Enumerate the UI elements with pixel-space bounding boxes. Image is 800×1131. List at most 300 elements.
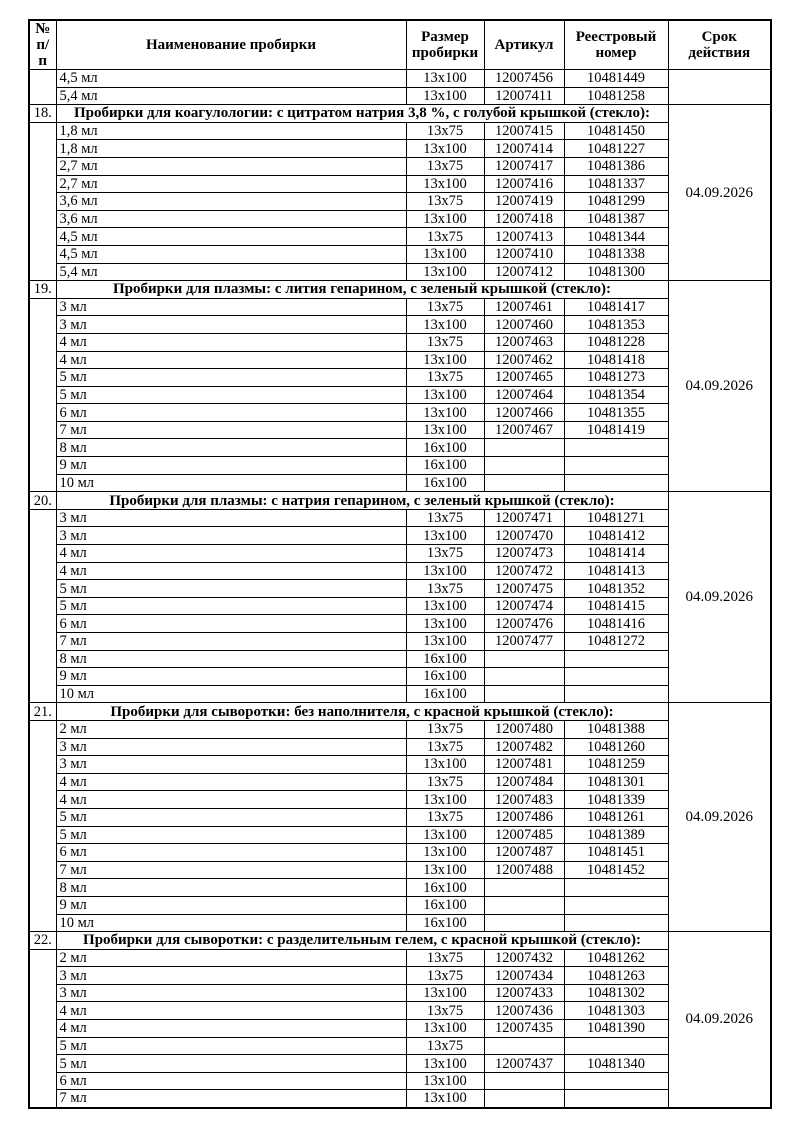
article-cell: 12007415 <box>484 122 564 140</box>
section-header-row <box>29 281 771 299</box>
size-cell: 13x75 <box>406 773 484 791</box>
article-cell: 12007477 <box>484 633 564 651</box>
volume-cell: 9 мл <box>56 896 406 914</box>
size-cell: 13x75 <box>406 580 484 598</box>
registry-cell: 10481303 <box>564 1002 668 1020</box>
registry-cell <box>564 914 668 932</box>
article-cell <box>484 685 564 703</box>
size-cell: 13x75 <box>406 157 484 175</box>
size-cell: 13x100 <box>406 175 484 193</box>
volume-cell: 3 мл <box>56 756 406 774</box>
registry-cell <box>564 650 668 668</box>
volume-cell: 2,7 мл <box>56 175 406 193</box>
data-row <box>29 474 771 492</box>
article-cell: 12007417 <box>484 157 564 175</box>
size-cell: 16x100 <box>406 439 484 457</box>
volume-cell: 3 мл <box>56 316 406 334</box>
size-cell: 13x75 <box>406 720 484 738</box>
size-cell: 16x100 <box>406 685 484 703</box>
registry-cell: 10481449 <box>564 70 668 88</box>
article-cell: 12007462 <box>484 351 564 369</box>
article-cell <box>484 1037 564 1055</box>
volume-cell: 5 мл <box>56 808 406 826</box>
registry-cell: 10481301 <box>564 773 668 791</box>
size-cell: 13x100 <box>406 87 484 105</box>
size-cell: 13x75 <box>406 738 484 756</box>
volume-cell: 4 мл <box>56 351 406 369</box>
registry-cell: 10481355 <box>564 404 668 422</box>
volume-cell: 7 мл <box>56 861 406 879</box>
volume-cell: 10 мл <box>56 685 406 703</box>
article-cell: 12007464 <box>484 386 564 404</box>
size-cell: 13x75 <box>406 122 484 140</box>
registry-cell: 10481415 <box>564 597 668 615</box>
data-row <box>29 457 771 475</box>
volume-cell: 4,5 мл <box>56 245 406 263</box>
row-group-number-cell <box>29 122 56 280</box>
size-cell: 16x100 <box>406 668 484 686</box>
data-row <box>29 650 771 668</box>
size-cell: 13x75 <box>406 333 484 351</box>
size-cell: 13x100 <box>406 316 484 334</box>
validity-date-cell: 04.09.2026 <box>668 281 771 492</box>
header-row <box>29 20 771 70</box>
data-row <box>29 228 771 246</box>
registry-cell: 10481390 <box>564 1020 668 1038</box>
volume-cell: 4,5 мл <box>56 228 406 246</box>
volume-cell: 4 мл <box>56 562 406 580</box>
size-cell: 13x100 <box>406 756 484 774</box>
size-cell: 13x100 <box>406 861 484 879</box>
volume-cell: 8 мл <box>56 879 406 897</box>
size-cell: 13x100 <box>406 844 484 862</box>
data-row <box>29 562 771 580</box>
section-title-cell: Пробирки для коагулологии: с цитратом натрия 3,8 %, с голубой крышкой (стекло): <box>56 105 668 123</box>
section-number-cell: 21. <box>29 703 56 721</box>
section-header-row <box>29 932 771 950</box>
data-row <box>29 1090 771 1108</box>
volume-cell: 3 мл <box>56 984 406 1002</box>
volume-cell: 4 мл <box>56 791 406 809</box>
registry-cell: 10481261 <box>564 808 668 826</box>
data-row <box>29 527 771 545</box>
registry-cell: 10481227 <box>564 140 668 158</box>
document-body <box>28 19 770 1109</box>
volume-cell: 1,8 мл <box>56 140 406 158</box>
article-cell: 12007435 <box>484 1020 564 1038</box>
size-cell: 13x100 <box>406 386 484 404</box>
size-cell: 13x100 <box>406 140 484 158</box>
registry-cell: 10481272 <box>564 633 668 651</box>
volume-cell: 3 мл <box>56 298 406 316</box>
registry-cell: 10481354 <box>564 386 668 404</box>
data-row <box>29 1037 771 1055</box>
article-cell: 12007480 <box>484 720 564 738</box>
data-row <box>29 1072 771 1090</box>
data-row <box>29 791 771 809</box>
size-cell: 16x100 <box>406 457 484 475</box>
article-cell <box>484 457 564 475</box>
section-number-cell: 19. <box>29 281 56 299</box>
article-cell: 12007467 <box>484 421 564 439</box>
article-cell: 12007416 <box>484 175 564 193</box>
article-cell <box>484 896 564 914</box>
data-row <box>29 844 771 862</box>
article-cell: 12007474 <box>484 597 564 615</box>
registry-cell: 10481228 <box>564 333 668 351</box>
data-row <box>29 1002 771 1020</box>
volume-cell: 3 мл <box>56 967 406 985</box>
volume-cell: 3 мл <box>56 738 406 756</box>
registry-cell <box>564 668 668 686</box>
size-cell: 13x75 <box>406 967 484 985</box>
article-cell: 12007487 <box>484 844 564 862</box>
article-cell: 12007413 <box>484 228 564 246</box>
size-cell: 13x75 <box>406 1002 484 1020</box>
section-number-cell: 22. <box>29 932 56 950</box>
article-cell: 12007434 <box>484 967 564 985</box>
size-cell: 13x75 <box>406 949 484 967</box>
article-cell <box>484 1072 564 1090</box>
data-row <box>29 668 771 686</box>
registry-cell: 10481263 <box>564 967 668 985</box>
data-row <box>29 87 771 105</box>
data-row <box>29 756 771 774</box>
article-cell: 12007486 <box>484 808 564 826</box>
data-row <box>29 984 771 1002</box>
article-cell: 12007414 <box>484 140 564 158</box>
registry-cell: 10481418 <box>564 351 668 369</box>
row-group-number-cell <box>29 509 56 703</box>
col-header-registry: Реестровый номер <box>564 20 668 70</box>
article-cell: 12007470 <box>484 527 564 545</box>
data-row <box>29 1020 771 1038</box>
article-cell <box>484 1090 564 1108</box>
volume-cell: 5 мл <box>56 386 406 404</box>
data-row <box>29 298 771 316</box>
volume-cell: 3,6 мл <box>56 193 406 211</box>
data-row <box>29 967 771 985</box>
data-row <box>29 351 771 369</box>
data-row <box>29 263 771 281</box>
data-row <box>29 140 771 158</box>
article-cell: 12007411 <box>484 87 564 105</box>
registry-cell: 10481299 <box>564 193 668 211</box>
col-header-name: Наименование пробирки <box>56 20 406 70</box>
volume-cell: 9 мл <box>56 668 406 686</box>
volume-cell: 4,5 мл <box>56 70 406 88</box>
data-row <box>29 896 771 914</box>
section-header-row <box>29 105 771 123</box>
article-cell: 12007488 <box>484 861 564 879</box>
data-row <box>29 157 771 175</box>
registry-cell: 10481417 <box>564 298 668 316</box>
col-header-size: Размер пробирки <box>406 20 484 70</box>
article-cell: 12007418 <box>484 210 564 228</box>
data-row <box>29 369 771 387</box>
volume-cell: 6 мл <box>56 404 406 422</box>
registry-cell: 10481413 <box>564 562 668 580</box>
registry-cell: 10481412 <box>564 527 668 545</box>
size-cell: 13x100 <box>406 615 484 633</box>
section-header-row <box>29 492 771 510</box>
article-cell: 12007410 <box>484 245 564 263</box>
volume-cell: 4 мл <box>56 773 406 791</box>
data-row <box>29 738 771 756</box>
size-cell: 13x100 <box>406 1055 484 1073</box>
size-cell: 13x100 <box>406 597 484 615</box>
registry-cell: 10481387 <box>564 210 668 228</box>
table-header <box>29 20 771 70</box>
volume-cell: 2,7 мл <box>56 157 406 175</box>
size-cell: 13x100 <box>406 984 484 1002</box>
volume-cell: 10 мл <box>56 914 406 932</box>
registry-cell: 10481302 <box>564 984 668 1002</box>
size-cell: 13x100 <box>406 791 484 809</box>
article-cell: 12007472 <box>484 562 564 580</box>
data-row <box>29 773 771 791</box>
volume-cell: 5 мл <box>56 580 406 598</box>
size-cell: 13x100 <box>406 826 484 844</box>
size-cell: 13x75 <box>406 509 484 527</box>
section-title-cell: Пробирки для сыворотки: с разделительным гелем, с красной крышкой (стекло): <box>56 932 668 950</box>
registry-cell <box>564 457 668 475</box>
size-cell: 13x100 <box>406 562 484 580</box>
volume-cell: 9 мл <box>56 457 406 475</box>
size-cell: 13x100 <box>406 351 484 369</box>
registry-cell: 10481339 <box>564 791 668 809</box>
size-cell: 13x75 <box>406 545 484 563</box>
col-header-article: Артикул <box>484 20 564 70</box>
registry-cell: 10481452 <box>564 861 668 879</box>
data-row <box>29 439 771 457</box>
validity-date-cell: 04.09.2026 <box>668 105 771 281</box>
registry-cell <box>564 439 668 457</box>
volume-cell: 4 мл <box>56 1020 406 1038</box>
article-cell <box>484 668 564 686</box>
article-cell: 12007437 <box>484 1055 564 1073</box>
article-cell: 12007485 <box>484 826 564 844</box>
table-body <box>29 70 771 1108</box>
registry-cell: 10481386 <box>564 157 668 175</box>
registry-cell: 10481259 <box>564 756 668 774</box>
size-cell: 16x100 <box>406 474 484 492</box>
size-cell: 13x100 <box>406 421 484 439</box>
registry-cell: 10481258 <box>564 87 668 105</box>
data-row <box>29 386 771 404</box>
article-cell: 12007433 <box>484 984 564 1002</box>
volume-cell: 10 мл <box>56 474 406 492</box>
size-cell: 13x75 <box>406 298 484 316</box>
tube-registry-table <box>28 19 772 1109</box>
size-cell: 13x75 <box>406 193 484 211</box>
size-cell: 16x100 <box>406 650 484 668</box>
article-cell <box>484 439 564 457</box>
volume-cell: 5 мл <box>56 1055 406 1073</box>
article-cell <box>484 650 564 668</box>
size-cell: 13x100 <box>406 263 484 281</box>
registry-cell <box>564 1090 668 1108</box>
article-cell <box>484 879 564 897</box>
volume-cell: 7 мл <box>56 1090 406 1108</box>
size-cell: 13x100 <box>406 633 484 651</box>
section-title-cell: Пробирки для плазмы: с лития гепарином, с зеленый крышкой (стекло): <box>56 281 668 299</box>
data-row <box>29 861 771 879</box>
row-group-number-cell <box>29 720 56 931</box>
data-row <box>29 597 771 615</box>
registry-cell: 10481344 <box>564 228 668 246</box>
data-row <box>29 333 771 351</box>
size-cell: 13x75 <box>406 369 484 387</box>
volume-cell: 6 мл <box>56 1072 406 1090</box>
registry-cell <box>564 474 668 492</box>
section-title-cell: Пробирки для плазмы: с натрия гепарином, с зеленый крышкой (стекло): <box>56 492 668 510</box>
volume-cell: 7 мл <box>56 633 406 651</box>
size-cell: 13x100 <box>406 1072 484 1090</box>
validity-date-cell <box>668 70 771 105</box>
registry-cell: 10481352 <box>564 580 668 598</box>
data-row <box>29 615 771 633</box>
registry-cell <box>564 685 668 703</box>
volume-cell: 6 мл <box>56 844 406 862</box>
registry-cell: 10481388 <box>564 720 668 738</box>
size-cell: 13x75 <box>406 228 484 246</box>
size-cell: 13x75 <box>406 1037 484 1055</box>
section-header-row <box>29 703 771 721</box>
data-row <box>29 316 771 334</box>
data-row <box>29 545 771 563</box>
article-cell: 12007481 <box>484 756 564 774</box>
volume-cell: 8 мл <box>56 439 406 457</box>
size-cell: 13x100 <box>406 245 484 263</box>
data-row <box>29 509 771 527</box>
article-cell: 12007475 <box>484 580 564 598</box>
data-row <box>29 193 771 211</box>
registry-cell: 10481389 <box>564 826 668 844</box>
registry-cell <box>564 879 668 897</box>
registry-cell: 10481271 <box>564 509 668 527</box>
data-row <box>29 808 771 826</box>
registry-cell: 10481414 <box>564 545 668 563</box>
data-row <box>29 1055 771 1073</box>
volume-cell: 3 мл <box>56 509 406 527</box>
article-cell: 12007412 <box>484 263 564 281</box>
registry-cell <box>564 1037 668 1055</box>
section-number-cell: 18. <box>29 105 56 123</box>
data-row <box>29 175 771 193</box>
volume-cell: 1,8 мл <box>56 122 406 140</box>
registry-cell: 10481262 <box>564 949 668 967</box>
registry-cell: 10481260 <box>564 738 668 756</box>
volume-cell: 4 мл <box>56 333 406 351</box>
size-cell: 16x100 <box>406 914 484 932</box>
data-row <box>29 914 771 932</box>
data-row <box>29 580 771 598</box>
article-cell: 12007463 <box>484 333 564 351</box>
article-cell <box>484 914 564 932</box>
registry-cell: 10481419 <box>564 421 668 439</box>
row-group-number-cell <box>29 298 56 492</box>
registry-cell <box>564 1072 668 1090</box>
size-cell: 13x100 <box>406 404 484 422</box>
volume-cell: 3 мл <box>56 527 406 545</box>
registry-cell: 10481300 <box>564 263 668 281</box>
data-row <box>29 685 771 703</box>
volume-cell: 5 мл <box>56 826 406 844</box>
size-cell: 16x100 <box>406 879 484 897</box>
registry-cell: 10481273 <box>564 369 668 387</box>
registry-cell: 10481337 <box>564 175 668 193</box>
data-row <box>29 633 771 651</box>
section-number-cell: 20. <box>29 492 56 510</box>
volume-cell: 3,6 мл <box>56 210 406 228</box>
data-row <box>29 122 771 140</box>
data-row <box>29 826 771 844</box>
registry-cell: 10481340 <box>564 1055 668 1073</box>
article-cell: 12007432 <box>484 949 564 967</box>
volume-cell: 6 мл <box>56 615 406 633</box>
volume-cell: 2 мл <box>56 720 406 738</box>
article-cell: 12007483 <box>484 791 564 809</box>
data-row <box>29 949 771 967</box>
data-row <box>29 245 771 263</box>
volume-cell: 4 мл <box>56 1002 406 1020</box>
registry-cell: 10481450 <box>564 122 668 140</box>
validity-date-cell: 04.09.2026 <box>668 492 771 703</box>
registry-cell: 10481416 <box>564 615 668 633</box>
volume-cell: 2 мл <box>56 949 406 967</box>
size-cell: 13x100 <box>406 1020 484 1038</box>
article-cell: 12007484 <box>484 773 564 791</box>
article-cell: 12007436 <box>484 1002 564 1020</box>
registry-cell: 10481353 <box>564 316 668 334</box>
row-group-number-cell <box>29 949 56 1107</box>
registry-cell <box>564 896 668 914</box>
size-cell: 13x100 <box>406 1090 484 1108</box>
size-cell: 16x100 <box>406 896 484 914</box>
article-cell: 12007456 <box>484 70 564 88</box>
data-row <box>29 70 771 88</box>
volume-cell: 5 мл <box>56 597 406 615</box>
size-cell: 13x100 <box>406 527 484 545</box>
size-cell: 13x100 <box>406 70 484 88</box>
volume-cell: 5 мл <box>56 1037 406 1055</box>
article-cell: 12007473 <box>484 545 564 563</box>
registry-cell: 10481451 <box>564 844 668 862</box>
data-row <box>29 421 771 439</box>
volume-cell: 4 мл <box>56 545 406 563</box>
col-header-number: № п/п <box>29 20 56 70</box>
data-row <box>29 879 771 897</box>
article-cell <box>484 474 564 492</box>
article-cell: 12007476 <box>484 615 564 633</box>
col-header-validity: Срок действия <box>668 20 771 70</box>
section-title-cell: Пробирки для сыворотки: без наполнителя, с красной крышкой (стекло): <box>56 703 668 721</box>
validity-date-cell: 04.09.2026 <box>668 932 771 1108</box>
data-row <box>29 720 771 738</box>
article-cell: 12007419 <box>484 193 564 211</box>
volume-cell: 5 мл <box>56 369 406 387</box>
size-cell: 13x75 <box>406 808 484 826</box>
registry-cell: 10481338 <box>564 245 668 263</box>
data-row <box>29 210 771 228</box>
article-cell: 12007482 <box>484 738 564 756</box>
row-group-number-cell <box>29 70 56 105</box>
article-cell: 12007460 <box>484 316 564 334</box>
article-cell: 12007466 <box>484 404 564 422</box>
volume-cell: 5,4 мл <box>56 263 406 281</box>
volume-cell: 8 мл <box>56 650 406 668</box>
